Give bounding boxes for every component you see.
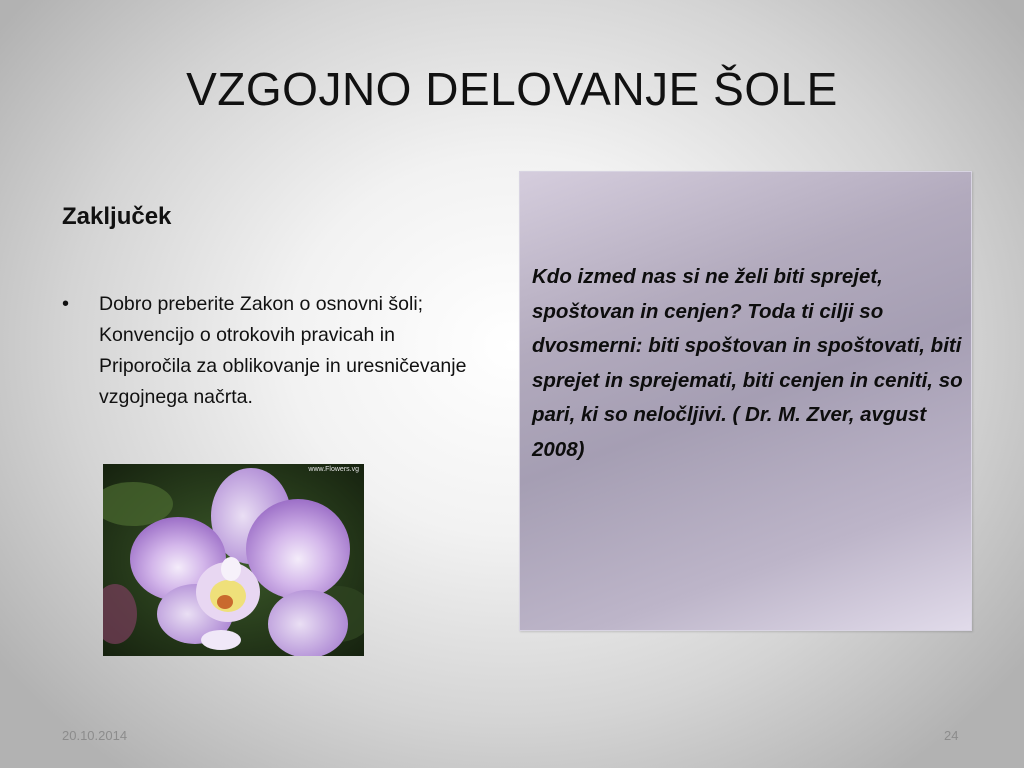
orchid-illustration [103,464,364,656]
footer-date: 20.10.2014 [62,728,128,743]
bullet-marker: • [62,293,70,315]
bullet-text: Dobro preberite Zakon o osnovni šoli; Konvencijo o otrokovih pravicah in Priporočila za oblikovanje in uresničevanje vzgojnega načrta. [99,293,467,408]
bullet-list-item [62,289,492,413]
quote-text: Kdo izmed nas si ne želi biti sprejet, spoštovan in cenjen? Toda ti cilji so dvosmerni: biti spoštovan in spoštovati, biti sprejet in sprejemati, biti cenjen in ceniti, so pari, ki so neločljivi. ( Dr. M. Zver, avgust 2008) [532,265,963,461]
slide-title: VZGOJNO DELOVANJE ŠOLE [186,63,838,115]
section-heading: Zaključek [62,203,172,230]
photo-watermark: www.Flowers.vg [308,466,359,473]
slide-number: 24 [944,728,959,743]
quote-box [519,171,972,631]
orchid-photo [103,464,364,656]
